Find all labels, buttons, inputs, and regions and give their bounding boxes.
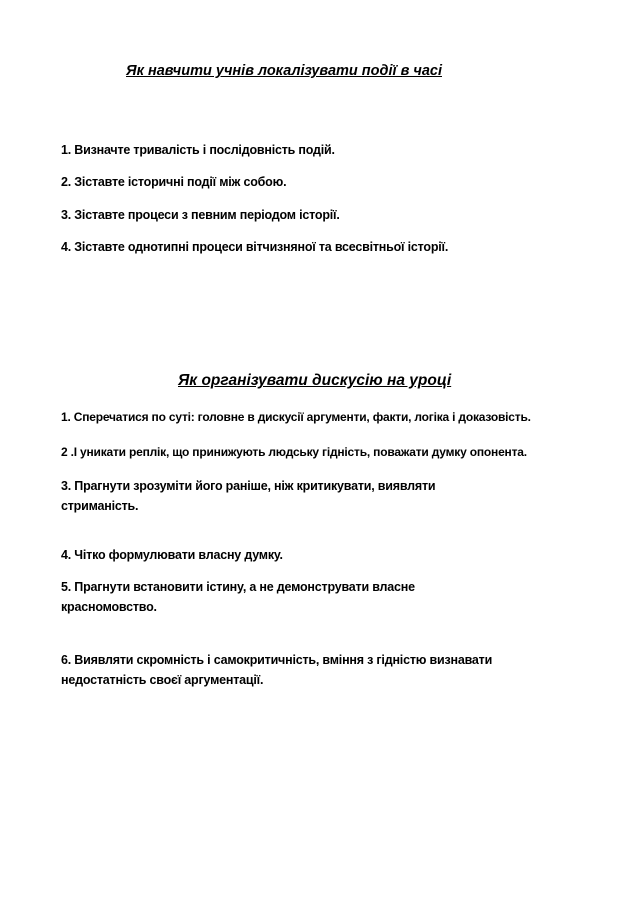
section-2-item-3: 3. Прагнути зрозуміти його раніше, ніж критикувати, виявляти стриманість.: [61, 479, 436, 513]
section-1-item-4: 4. Зіставте однотипні процеси вітчизняної та всесвітньої історії.: [61, 240, 449, 254]
section-1-item-3: 3. Зіставте процеси з певним періодом історії.: [61, 208, 340, 222]
section-2-item-1: 1. Сперечатися по суті: головне в дискусії аргументи, факти, логіка і доказовість.: [61, 410, 531, 424]
section-2-item-5: 5. Прагнути встановити істину, а не демонструвати власне красномовство.: [61, 580, 415, 614]
section-2-item-6: 6. Виявляти скромність і самокритичність, вміння з гідністю визнавати недостатність своєї аргументації.: [61, 653, 493, 687]
section-2-item-2: 2 .І уникати реплік, що принижують людську гідність, поважати думку опонента.: [61, 445, 527, 459]
section-2-item-4: 4. Чітко формулювати власну думку.: [61, 548, 283, 562]
section-1-item-2: 2. Зіставте історичні події між собою.: [61, 175, 287, 189]
section-1-item-1: 1. Визначте тривалість і послідовність подій.: [61, 143, 335, 157]
section-1-title: Як навчити учнів локалізувати події в часі: [126, 63, 442, 79]
section-2-title: Як організувати дискусію на уроці: [178, 372, 452, 389]
